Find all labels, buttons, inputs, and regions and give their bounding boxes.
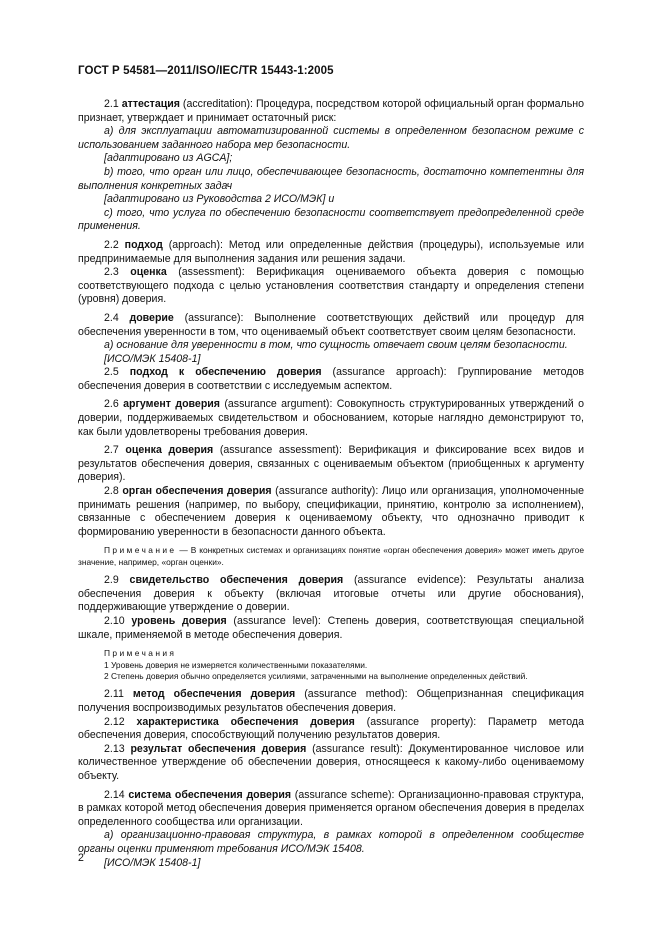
clause-number: 2.13 [104,742,125,755]
clause-definition: (assessment): Верификация оцениваемого объекта доверия с помощью соответствующего подхода с целью установления соответствия стандарту и определения степени (уровня) доверия. [78,266,584,306]
clause-term: характеристика обеспечения доверия [136,715,355,728]
clause-term: свидетельство обеспечения доверия [129,574,344,587]
clause-definition: (assurance method): Общепризнанная спецификация получения воспроизводимых результатов обеспечения доверия. [78,688,584,714]
page-number: 2 [78,852,84,864]
clause-2-14-item-a: a) организационно-правовая структура, в рамках которой в определенном сообществе органы оценки применяют требования ИСО/МЭК 15408. [78,829,584,855]
clause-definition: (assurance level): Степень доверия, соответствующая специальной шкале, применяемой в методе обеспечения доверия. [78,615,584,641]
clause-2-13 [78,743,584,784]
clause-term: подход [124,238,163,251]
clause-term: подход к обеспечению доверия [129,366,322,379]
clause-definition: (assurance scheme): Организационно-правовая структура, в рамках которой метод обеспечения доверия применяется органом обеспечения доверия в пределах определенного сообщества или организации. [78,788,585,828]
clause-number: 2.7 [104,444,119,457]
clause-2-10 [78,615,584,642]
clause-definition: (assurance result): Документированное числовое или количественное утверждение об обеспечении доверия, относящееся к какому-либо оцениваемому объекту. [78,742,584,782]
clause-term: оценка [130,266,167,279]
clause-definition: (assurance assessment): Верификация и фиксирование всех видов и результатов обеспечения доверия, связанных с оцениваемым объектом (приобщенных к аргументу доверия). [78,444,584,484]
clause-2-1-item-a: a) для эксплуатации автоматизированной системы в определенном безопасном режиме с использованием заданного набора мер безопасности. [78,125,584,151]
clause-2-7 [78,444,584,485]
clause-term: уровень доверия [131,615,227,627]
clause-2-1-source-b: [адаптировано из Руководства 2 ИСО/МЭК] и [104,193,335,206]
clause-2-14-source: [ИСО/МЭК 15408-1] [104,856,201,869]
note-label: Примечание [104,545,177,556]
clause-definition: (approach): Метод или определенные действия (процедуры), используемые или предпринимаемые для выполнения задания или решения задачи. [78,238,584,265]
clause-2-3 [78,266,584,307]
clause-definition: (assurance): Выполнение соответствующих действий или процедур для обеспечения уверенности в том, что оцениваемый объект соответствует своим целям безопасности. [78,311,584,338]
clause-2-5 [78,366,584,393]
clause-2-12 [78,716,584,743]
clause-2-4 [78,312,584,339]
clause-definition: (assurance approach): Группирование методов обеспечения доверия в соответствии с исследуемым аспектом. [78,366,584,392]
clause-2-1 [78,98,584,125]
document-body [78,98,584,870]
clause-2-9 [78,574,584,615]
clause-number: 2.4 [104,311,119,324]
clause-2-2 [78,239,584,266]
clause-definition: (assurance evidence): Результаты анализа обеспечения доверия к объекту (включая итоговые отчеты или другие обоснования), поддерживающие утверждение о доверии. [78,574,584,614]
clause-2-8-note [78,545,584,568]
clause-definition: (accreditation): Процедура, посредством которой официальный орган формально признает, утверждает и принимает остаточный риск: [78,98,584,124]
clause-term: аргумент доверия [123,398,220,411]
clause-2-4-item-a: a) основание для уверенности в том, что сущность отвечает своим целям безопасности. [104,339,568,352]
clause-number: 2.11 [104,688,124,701]
clause-number: 2.9 [104,574,119,587]
clause-2-1-source-a: [адаптировано из AGCA]; [104,152,233,165]
clause-term: оценка доверия [125,444,214,457]
clause-number: 2.10 [104,615,125,627]
clause-number: 2.2 [104,238,119,251]
clause-number: 2.6 [104,398,119,411]
clause-2-14 [78,789,584,830]
clause-number: 2.5 [104,366,119,379]
clause-number: 2.1 [104,98,119,110]
clause-2-10-note-2: 2 Степень доверия обычно определяется усилиями, затраченными на выполнение определенных действий. [104,671,528,681]
note-text: — В конкретных системах и организациях понятие «орган обеспечения доверия» может иметь другое значение, например, «орган оценки». [78,545,584,567]
clause-number: 2.14 [104,788,125,801]
document-header: ГОСТ Р 54581—2011/ISO/IEC/TR 15443-1:2005 [78,65,334,77]
clause-term: метод обеспечения доверия [132,688,296,701]
clause-term: аттестация [121,98,180,110]
clause-2-11 [78,688,584,715]
clause-2-4-source: [ИСО/МЭК 15408-1] [104,352,201,365]
clause-2-1-item-b: b) того, что орган или лицо, обеспечивающее безопасность, достаточно компетентны для выполнения конкретных задач [78,165,584,192]
clause-number: 2.3 [104,266,119,279]
clause-number: 2.8 [104,485,119,498]
clause-definition: (assurance argument): Совокупность структурированных утверждений о доверии, поддерживаемых свидетельством и обоснованием, которые наглядно демонстрируют то, как были удовлетворены требования доверия. [78,398,584,438]
clause-term: система обеспечения доверия [128,788,292,801]
clause-term: доверие [129,311,174,324]
clause-term: результат обеспечения доверия [130,742,307,755]
clause-2-1-item-c: c) того, что услуга по обеспечению безопасности соответствует предопределенной среде применения. [78,206,584,233]
clause-2-10-notes-label: Примечания [104,648,177,659]
clause-definition: (assurance property): Параметр метода обеспечения доверия, способствующий получению результатов доверия. [78,715,584,742]
clause-2-10-note-1: 1 Уровень доверия не измеряется количественными показателями. [104,659,368,670]
clause-definition: (assurance authority): Лицо или организация, уполномоченные принимать решения (например, по выбору, спецификации, принятию, контролю за исполнением), связанные с обеспечением доверия к оцениваемому объекту, что однозначно приводит к формированию уверенности в безопасности данного объекта. [78,485,584,538]
clause-number: 2.12 [104,715,125,728]
clause-2-8 [78,485,584,539]
clause-2-6 [78,398,584,439]
clause-term: орган обеспечения доверия [122,485,272,498]
